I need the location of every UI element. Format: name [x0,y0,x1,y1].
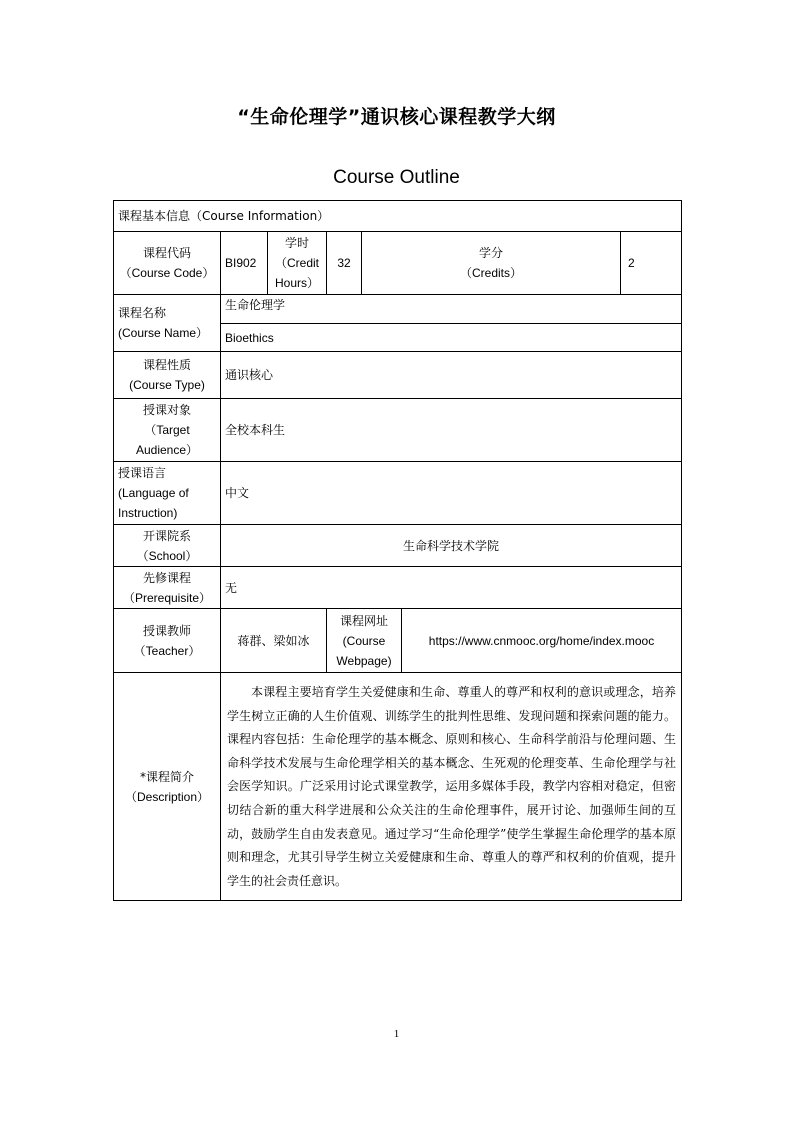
credits-value: 2 [621,232,682,295]
course-name-en: Bioethics [221,324,682,352]
document-title: “生命伦理学”通识核心课程教学大纲 [237,106,556,128]
language-label [114,462,221,525]
hours-label-en-2: Hours） [274,276,319,290]
hours-label [268,232,327,295]
audience-label-cn: 授课对象 [142,403,191,417]
course-name-row-1 [114,295,682,324]
school-label [114,525,221,567]
description-label [114,673,221,901]
audience-label-en-1: （Target [144,423,190,437]
course-type-label-en: (Course Type) [129,378,205,392]
prerequisite-label-cn: 先修课程 [142,570,191,585]
description-row [114,673,682,901]
course-code-label-cn: 课程代码 [142,246,191,260]
hours-label-cn: 学时 [284,236,309,250]
course-code-value: BI902 [221,232,268,295]
prerequisite-value: 无 [221,567,682,609]
school-label-cn: 开课院系 [142,528,191,543]
school-row [114,525,682,567]
prerequisite-row [114,567,682,609]
audience-row [114,399,682,462]
course-type-value: 通识核心 [221,352,682,399]
language-value: 中文 [221,462,682,525]
description-label-en: （Description） [124,789,210,804]
audience-label [114,399,221,462]
course-type-row [114,352,682,399]
course-code-label-en: （Course Code） [119,266,215,280]
course-name-label-cn: 课程名称 [118,306,167,320]
teacher-label-cn: 授课教师 [142,623,191,638]
school-value: 生命科学技术学院 [221,525,682,567]
credits-label-en: （Credits） [459,266,522,280]
audience-value: 全校本科生 [221,399,682,462]
language-label-en-1: (Language of [118,486,189,500]
school-label-en: （School） [136,548,198,563]
teacher-label-en: （Teacher） [133,643,201,658]
course-code-label [114,232,221,295]
prerequisite-label-en: （Prerequisite） [122,590,212,605]
description-cell [221,673,682,901]
webpage-label-cn: 课程网址 [339,613,388,628]
course-name-label-en: (Course Name） [118,326,209,340]
webpage-label [327,609,402,673]
credits-label [362,232,621,295]
language-label-cn: 授课语言 [118,466,167,480]
teacher-value: 蒋群、梁如冰 [221,609,327,673]
prerequisite-label [114,567,221,609]
teacher-row [114,609,682,673]
document-subtitle: Course Outline [333,167,460,188]
audience-label-en-2: Audience） [135,443,199,457]
section-header-row [114,201,682,232]
course-code-row [114,232,682,295]
course-type-label-cn: 课程性质 [142,358,191,372]
webpage-label-en-1: (Course [342,633,386,648]
hours-label-en-1: （Credit [274,256,319,270]
course-type-label [114,352,221,399]
page-number: 1 [393,1028,400,1040]
language-label-en-2: Instruction) [118,506,178,520]
description-label-cn: *课程简介 [139,769,194,784]
description-text: 本课程主要培育学生关爱健康和生命、尊重人的尊严和权利的意识或理念，培养学生树立正确的人生价值观、训练学生的批判性思维、发现问题和探索问题的能力。课程内容包括：生命伦理学的基本概念、原则和核心、生命科学前沿与伦理问题、生命科学技术发展与生命伦理学相关的基本概念、生死观的伦理变革、生命伦理学与社会医学知识。广泛采用讨论式课堂教学，运用多媒体手段，教学内容相对稳定，但密切结合新的重大科学进展和公众关注的生命伦理事件，展开讨论、加强师生间的互动，鼓励学生自由发表意见。通过学习“生命伦理学”使学生掌握生命伦理学的基本原则和理念，尤其引导学生树立关爱健康和生命、尊重人的尊严和权利的价值观，提升学生的社会责任意识。 [227,685,677,888]
language-row [114,462,682,525]
section-header: 课程基本信息（Course Information） [114,201,682,232]
credits-label-cn: 学分 [478,246,503,260]
teacher-label [114,609,221,673]
webpage-link[interactable]: https://www.cnmooc.org/home/index.mooc [402,609,682,673]
course-name-cn: 生命伦理学 [221,295,682,324]
course-name-label [114,295,221,352]
webpage-label-en-2: Webpage) [336,653,392,668]
course-outline-table [113,200,682,901]
hours-value: 32 [327,232,362,295]
